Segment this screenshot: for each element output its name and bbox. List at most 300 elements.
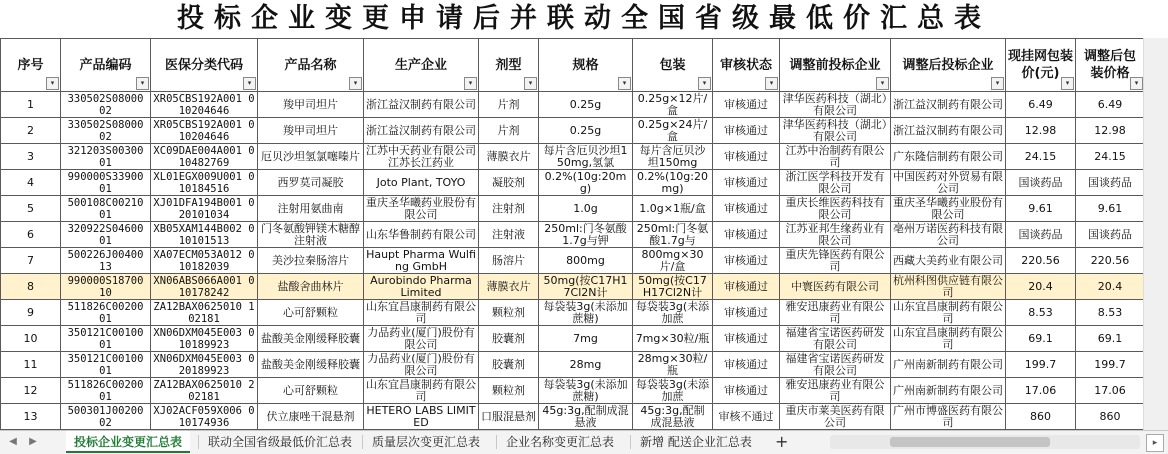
cell-spec[interactable] bbox=[539, 196, 633, 222]
cell-package[interactable] bbox=[633, 352, 713, 378]
cell-index[interactable] bbox=[1, 404, 61, 430]
table-row[interactable] bbox=[1, 118, 1145, 144]
cell-text: 审核通过 bbox=[724, 358, 768, 371]
cell-text: 800mg bbox=[566, 254, 605, 267]
cell-text: 1.0g bbox=[573, 202, 598, 215]
cell-current-price[interactable] bbox=[1006, 92, 1076, 118]
cell-dosage-form[interactable] bbox=[479, 378, 539, 404]
table-row[interactable] bbox=[1, 144, 1145, 170]
cell-spec[interactable] bbox=[539, 222, 633, 248]
cell-text: 注射液 bbox=[492, 228, 525, 241]
cell-review-status[interactable] bbox=[713, 274, 780, 300]
cell-dosage-form[interactable] bbox=[479, 170, 539, 196]
cell-product-name[interactable] bbox=[258, 144, 364, 170]
cell-text: 6.49 bbox=[1097, 98, 1123, 111]
cell-adjusted-price[interactable] bbox=[1076, 300, 1145, 326]
cell-index[interactable] bbox=[1, 222, 61, 248]
cell-review-status[interactable] bbox=[713, 196, 780, 222]
cell-insurance-code[interactable] bbox=[151, 170, 258, 196]
cell-text: 199.7 bbox=[1094, 358, 1126, 371]
cell-manufacturer[interactable] bbox=[364, 92, 479, 118]
cell-review-status[interactable] bbox=[713, 248, 780, 274]
cell-text: 重庆圣华曦药业股份有限公司 bbox=[893, 196, 1003, 221]
cell-product-code[interactable] bbox=[61, 92, 151, 118]
cell-bidder-after[interactable] bbox=[891, 404, 1006, 430]
cell-package[interactable] bbox=[633, 196, 713, 222]
cell-dosage-form[interactable] bbox=[479, 248, 539, 274]
cell-current-price[interactable] bbox=[1006, 118, 1076, 144]
cell-text: 广州南新制药有限公司 bbox=[893, 358, 1003, 371]
sheet-tab[interactable]: 投标企业变更汇总表 bbox=[66, 431, 190, 453]
cell-text: 薄膜衣片 bbox=[486, 280, 531, 293]
table-row[interactable] bbox=[1, 378, 1145, 404]
cell-product-name[interactable] bbox=[258, 248, 364, 274]
cell-text: 心可舒颗粒 bbox=[283, 384, 338, 397]
cell-bidder-after[interactable] bbox=[891, 92, 1006, 118]
cell-bidder-after[interactable] bbox=[891, 300, 1006, 326]
table-row[interactable] bbox=[1, 352, 1145, 378]
cell-text: 山东宜昌康制药有限公司 bbox=[893, 326, 1003, 351]
cell-review-status[interactable] bbox=[713, 222, 780, 248]
cell-dosage-form[interactable] bbox=[479, 326, 539, 352]
cell-text: 45g:3g,配制成混悬液 bbox=[640, 404, 705, 429]
cell-bidder-after[interactable] bbox=[891, 144, 1006, 170]
cell-dosage-form[interactable] bbox=[479, 92, 539, 118]
header-adjusted-price bbox=[1076, 39, 1145, 92]
cell-text: 山东华鲁制药有限公司 bbox=[366, 228, 476, 241]
cell-package[interactable] bbox=[633, 326, 713, 352]
cell-review-status[interactable] bbox=[713, 378, 780, 404]
filter-dropdown-icon[interactable]: ▾ bbox=[243, 77, 256, 90]
cell-bidder-after[interactable] bbox=[891, 196, 1006, 222]
cell-dosage-form[interactable] bbox=[479, 222, 539, 248]
cell-text: 审核通过 bbox=[724, 176, 768, 189]
cell-adjusted-price[interactable] bbox=[1076, 196, 1145, 222]
cell-text: 审核通过 bbox=[724, 98, 768, 111]
cell-manufacturer[interactable] bbox=[364, 352, 479, 378]
cell-insurance-code[interactable] bbox=[151, 222, 258, 248]
cell-text: 250ml:门冬氨酸1.7g与钾 bbox=[544, 222, 627, 247]
filter-dropdown-icon[interactable]: ▾ bbox=[991, 77, 1004, 90]
cell-dosage-form[interactable] bbox=[479, 196, 539, 222]
cell-product-code[interactable] bbox=[61, 326, 151, 352]
cell-spec[interactable] bbox=[539, 326, 633, 352]
cell-text: 45g:3g,配制成混悬液 bbox=[542, 404, 629, 429]
tab-divider bbox=[362, 435, 363, 449]
cell-text: 860 bbox=[1030, 410, 1051, 423]
cell-manufacturer[interactable] bbox=[364, 144, 479, 170]
cell-package[interactable] bbox=[633, 92, 713, 118]
cell-text: 220.56 bbox=[1090, 254, 1130, 267]
cell-index[interactable] bbox=[1, 300, 61, 326]
cell-current-price[interactable] bbox=[1006, 326, 1076, 352]
cell-product-name[interactable] bbox=[258, 222, 364, 248]
cell-text: 门冬氨酸钾镁木糖醇注射液 bbox=[261, 222, 360, 247]
cell-text: 511826C00200 01 bbox=[67, 379, 144, 403]
cell-bidder-before[interactable] bbox=[780, 274, 891, 300]
cell-text: 片剂 bbox=[497, 124, 520, 137]
cell-text: 330502S08000 02 bbox=[67, 119, 144, 143]
cell-manufacturer[interactable] bbox=[364, 274, 479, 300]
cell-text: 片剂 bbox=[497, 98, 520, 111]
cell-bidder-before[interactable] bbox=[780, 248, 891, 274]
header-insurance-code bbox=[151, 39, 258, 92]
cell-current-price[interactable] bbox=[1006, 300, 1076, 326]
cell-text: 中国医药对外贸易有限公司 bbox=[893, 170, 1003, 195]
cell-current-price[interactable] bbox=[1006, 378, 1076, 404]
cell-dosage-form[interactable] bbox=[479, 144, 539, 170]
add-sheet-button[interactable]: + bbox=[775, 432, 789, 451]
table-row[interactable] bbox=[1, 196, 1145, 222]
cell-manufacturer[interactable] bbox=[364, 248, 479, 274]
cell-product-name[interactable] bbox=[258, 378, 364, 404]
cell-product-name[interactable] bbox=[258, 170, 364, 196]
cell-review-status[interactable] bbox=[713, 300, 780, 326]
cell-package[interactable] bbox=[633, 144, 713, 170]
cell-text: XR05CBS192A001 010204646 bbox=[153, 119, 255, 143]
cell-text: 国谈药品 bbox=[1088, 176, 1132, 189]
filter-dropdown-icon[interactable]: ▾ bbox=[524, 77, 537, 90]
cell-text: 250ml:门冬氨酸1.7g与 bbox=[636, 222, 709, 247]
cell-text: 8.53 bbox=[1028, 306, 1053, 319]
cell-product-code[interactable] bbox=[61, 170, 151, 196]
table-row[interactable] bbox=[1, 404, 1145, 430]
table-row[interactable] bbox=[1, 326, 1145, 352]
cell-text: 注射剂 bbox=[492, 202, 525, 215]
sheet-tab[interactable]: 联动全国省级最低价汇总表 bbox=[208, 435, 353, 449]
cell-text: 12.98 bbox=[1024, 124, 1057, 137]
filter-dropdown-icon[interactable]: ▾ bbox=[349, 77, 362, 90]
filter-dropdown-icon[interactable]: ▾ bbox=[136, 77, 149, 90]
cell-product-code[interactable] bbox=[61, 300, 151, 326]
cell-spec[interactable] bbox=[539, 144, 633, 170]
cell-index[interactable] bbox=[1, 92, 61, 118]
cell-product-name[interactable] bbox=[258, 196, 364, 222]
cell-dosage-form[interactable] bbox=[479, 300, 539, 326]
cell-text: 20.4 bbox=[1097, 280, 1123, 293]
cell-bidder-before[interactable] bbox=[780, 144, 891, 170]
cell-current-price[interactable] bbox=[1006, 248, 1076, 274]
cell-text: 500108C00210 01 bbox=[67, 197, 144, 221]
cell-spec[interactable] bbox=[539, 248, 633, 274]
cell-adjusted-price[interactable] bbox=[1076, 274, 1145, 300]
cell-bidder-after[interactable] bbox=[891, 222, 1006, 248]
cell-insurance-code[interactable] bbox=[151, 92, 258, 118]
cell-bidder-after[interactable] bbox=[891, 118, 1006, 144]
cell-text: 350121C00100 01 bbox=[67, 353, 144, 377]
table-row[interactable] bbox=[1, 274, 1145, 300]
cell-bidder-before[interactable] bbox=[780, 326, 891, 352]
cell-text: 17.06 bbox=[1024, 384, 1057, 397]
header-label: 现挂网包装价(元) bbox=[1008, 49, 1074, 81]
cell-product-name[interactable] bbox=[258, 92, 364, 118]
cell-index[interactable] bbox=[1, 378, 61, 404]
spreadsheet-grid[interactable] bbox=[0, 38, 1168, 430]
cell-current-price[interactable] bbox=[1006, 274, 1076, 300]
tab-divider bbox=[198, 435, 199, 449]
cell-text: 审核通过 bbox=[724, 332, 768, 345]
header-current-price bbox=[1006, 39, 1076, 92]
cell-package[interactable] bbox=[633, 118, 713, 144]
filter-dropdown-icon[interactable]: ▾ bbox=[1061, 77, 1074, 90]
cell-manufacturer[interactable] bbox=[364, 118, 479, 144]
filter-dropdown-icon[interactable]: ▾ bbox=[1130, 77, 1143, 90]
cell-insurance-code[interactable] bbox=[151, 352, 258, 378]
cell-text: 审核通过 bbox=[724, 202, 768, 215]
cell-spec[interactable] bbox=[539, 404, 633, 430]
header-label: 包装 bbox=[659, 57, 686, 73]
cell-text: 口服混悬剂 bbox=[481, 410, 536, 423]
cell-text: 10 bbox=[23, 332, 38, 345]
cell-text: 津华医药科技（湖北）有限公司 bbox=[782, 92, 888, 117]
cell-index[interactable] bbox=[1, 196, 61, 222]
cell-text: ZA12BAX0625010 102181 bbox=[153, 301, 255, 325]
cell-package[interactable] bbox=[633, 300, 713, 326]
table-row[interactable] bbox=[1, 92, 1145, 118]
cell-current-price[interactable] bbox=[1006, 222, 1076, 248]
cell-dosage-form[interactable] bbox=[479, 274, 539, 300]
cell-bidder-before[interactable] bbox=[780, 170, 891, 196]
cell-product-code[interactable] bbox=[61, 378, 151, 404]
cell-product-code[interactable] bbox=[61, 222, 151, 248]
cell-product-code[interactable] bbox=[61, 404, 151, 430]
cell-bidder-before[interactable] bbox=[780, 92, 891, 118]
cell-index[interactable] bbox=[1, 248, 61, 274]
header-label: 生产企业 bbox=[394, 57, 447, 73]
cell-text: 力品药业(厦门)股份有限公司 bbox=[367, 352, 475, 377]
tab-next-icon[interactable]: ▶ bbox=[29, 436, 37, 447]
cell-insurance-code[interactable] bbox=[151, 118, 258, 144]
cell-text: 800mg×30片/盒 bbox=[641, 248, 704, 273]
cell-insurance-code[interactable] bbox=[151, 300, 258, 326]
cell-spec[interactable] bbox=[539, 92, 633, 118]
cell-bidder-before[interactable] bbox=[780, 352, 891, 378]
header-index bbox=[1, 39, 61, 92]
table-row[interactable] bbox=[1, 300, 1145, 326]
cell-spec[interactable] bbox=[539, 378, 633, 404]
cell-text: 每袋装3g(未添加蔗 bbox=[635, 378, 710, 403]
cell-insurance-code[interactable] bbox=[151, 326, 258, 352]
cell-review-status[interactable] bbox=[713, 326, 780, 352]
cell-product-code[interactable] bbox=[61, 248, 151, 274]
cell-product-code[interactable] bbox=[61, 144, 151, 170]
cell-text: 0.25g×12片/盒 bbox=[637, 92, 708, 117]
cell-text: 审核不通过 bbox=[718, 410, 774, 423]
cell-insurance-code[interactable] bbox=[151, 404, 258, 430]
cell-text: 6.49 bbox=[1028, 98, 1053, 111]
sheet-tab[interactable]: 新增 配送企业汇总表 bbox=[640, 435, 752, 449]
cell-text: 50mg(按C17H17Cl2N计 bbox=[543, 274, 628, 299]
cell-text: 重庆市莱美医药有限公司 bbox=[785, 404, 885, 429]
filter-dropdown-icon[interactable]: ▾ bbox=[765, 77, 778, 90]
cell-index[interactable] bbox=[1, 118, 61, 144]
cell-package[interactable] bbox=[633, 378, 713, 404]
cell-spec[interactable] bbox=[539, 170, 633, 196]
cell-adjusted-price[interactable] bbox=[1076, 170, 1145, 196]
cell-text: 亳州万诺医药科技有限公司 bbox=[893, 222, 1003, 247]
cell-manufacturer[interactable] bbox=[364, 326, 479, 352]
cell-package[interactable] bbox=[633, 274, 713, 300]
cell-text: XJ02ACF059X006 010174936 bbox=[153, 405, 255, 429]
cell-text: 511826C00200 01 bbox=[67, 301, 144, 325]
cell-manufacturer[interactable] bbox=[364, 196, 479, 222]
filter-dropdown-icon[interactable]: ▾ bbox=[464, 77, 477, 90]
cell-bidder-after[interactable] bbox=[891, 378, 1006, 404]
header-label: 调整后投标企业 bbox=[902, 57, 994, 73]
cell-spec[interactable] bbox=[539, 300, 633, 326]
cell-bidder-before[interactable] bbox=[780, 404, 891, 430]
cell-adjusted-price[interactable] bbox=[1076, 118, 1145, 144]
cell-review-status[interactable] bbox=[713, 404, 780, 430]
cell-text: 羧甲司坦片 bbox=[283, 98, 338, 111]
cell-product-name[interactable] bbox=[258, 326, 364, 352]
table-row[interactable] bbox=[1, 170, 1145, 196]
cell-index[interactable] bbox=[1, 274, 61, 300]
cell-manufacturer[interactable] bbox=[364, 222, 479, 248]
cell-text: 浙江益汉制药有限公司 bbox=[366, 98, 476, 111]
cell-text: 0.2%(10g:20mg) bbox=[544, 170, 627, 195]
cell-adjusted-price[interactable] bbox=[1076, 352, 1145, 378]
cell-insurance-code[interactable] bbox=[151, 248, 258, 274]
filter-dropdown-icon[interactable]: ▾ bbox=[876, 77, 889, 90]
table-row[interactable] bbox=[1, 248, 1145, 274]
cell-review-status[interactable] bbox=[713, 92, 780, 118]
tab-prev-icon[interactable]: ◀ bbox=[9, 436, 17, 447]
cell-manufacturer[interactable] bbox=[364, 378, 479, 404]
cell-text: 国谈药品 bbox=[1088, 228, 1132, 241]
cell-product-code[interactable] bbox=[61, 352, 151, 378]
cell-product-code[interactable] bbox=[61, 274, 151, 300]
cell-dosage-form[interactable] bbox=[479, 352, 539, 378]
cell-text: 每片含厄贝沙坦150mg bbox=[639, 144, 706, 169]
cell-bidder-before[interactable] bbox=[780, 222, 891, 248]
cell-text: 胶囊剂 bbox=[492, 358, 525, 371]
cell-product-code[interactable] bbox=[61, 196, 151, 222]
cell-package[interactable] bbox=[633, 404, 713, 430]
sheet-tab[interactable]: 质量层次变更汇总表 bbox=[372, 435, 481, 449]
cell-current-price[interactable] bbox=[1006, 170, 1076, 196]
scrollbar-thumb[interactable] bbox=[890, 437, 1050, 447]
filter-dropdown-icon[interactable]: ▾ bbox=[46, 77, 59, 90]
cell-adjusted-price[interactable] bbox=[1076, 248, 1145, 274]
cell-package[interactable] bbox=[633, 248, 713, 274]
cell-spec[interactable] bbox=[539, 118, 633, 144]
cell-insurance-code[interactable] bbox=[151, 144, 258, 170]
cell-text: 320922S04600 01 bbox=[67, 223, 144, 247]
table-row[interactable] bbox=[1, 222, 1145, 248]
cell-bidder-after[interactable] bbox=[891, 170, 1006, 196]
cell-text: XR05CBS192A001 010204646 bbox=[153, 93, 255, 117]
cell-text: 福建省宝诺医药研发有限公司 bbox=[785, 326, 885, 351]
cell-text: 321203S00300 01 bbox=[67, 145, 144, 169]
cell-text: 500226J00400 13 bbox=[67, 249, 144, 273]
filter-dropdown-icon[interactable]: ▾ bbox=[618, 77, 631, 90]
cell-dosage-form[interactable] bbox=[479, 118, 539, 144]
cell-text: 3 bbox=[27, 150, 34, 163]
tab-divider bbox=[630, 435, 631, 449]
cell-review-status[interactable] bbox=[713, 170, 780, 196]
header-label: 剂型 bbox=[495, 57, 522, 73]
horizontal-scrollbar[interactable] bbox=[830, 435, 1140, 449]
cell-adjusted-price[interactable] bbox=[1076, 144, 1145, 170]
cell-insurance-code[interactable] bbox=[151, 196, 258, 222]
cell-adjusted-price[interactable] bbox=[1076, 326, 1145, 352]
vertical-scrollbar[interactable] bbox=[1143, 38, 1168, 430]
cell-adjusted-price[interactable] bbox=[1076, 92, 1145, 118]
cell-current-price[interactable] bbox=[1006, 404, 1076, 430]
cell-text: 力品药业(厦门)股份有限公司 bbox=[367, 326, 475, 351]
cell-bidder-after[interactable] bbox=[891, 248, 1006, 274]
cell-spec[interactable] bbox=[539, 274, 633, 300]
cell-manufacturer[interactable] bbox=[364, 404, 479, 430]
scroll-right-icon[interactable]: ▸ bbox=[1146, 434, 1164, 452]
cell-text: 0.25g bbox=[569, 124, 602, 137]
cell-insurance-code[interactable] bbox=[151, 378, 258, 404]
cell-review-status[interactable] bbox=[713, 352, 780, 378]
cell-product-name[interactable] bbox=[258, 352, 364, 378]
cell-bidder-after[interactable] bbox=[891, 326, 1006, 352]
cell-index[interactable] bbox=[1, 326, 61, 352]
cell-current-price[interactable] bbox=[1006, 196, 1076, 222]
cell-text: 990000S18700 10 bbox=[67, 275, 144, 299]
cell-manufacturer[interactable] bbox=[364, 170, 479, 196]
cell-text: 重庆圣华曦药业股份有限公司 bbox=[366, 196, 476, 221]
cell-product-name[interactable] bbox=[258, 274, 364, 300]
cell-review-status[interactable] bbox=[713, 118, 780, 144]
cell-product-name[interactable] bbox=[258, 300, 364, 326]
cell-product-code[interactable] bbox=[61, 118, 151, 144]
cell-bidder-after[interactable] bbox=[891, 274, 1006, 300]
data-table bbox=[0, 38, 1145, 430]
cell-index[interactable] bbox=[1, 170, 61, 196]
cell-insurance-code[interactable] bbox=[151, 274, 258, 300]
header-label: 产品编码 bbox=[79, 57, 132, 73]
cell-text: 雅安迅康药业有限公司 bbox=[785, 378, 885, 403]
cell-package[interactable] bbox=[633, 170, 713, 196]
cell-text: 伏立康唑干混悬剂 bbox=[266, 410, 355, 423]
cell-index[interactable] bbox=[1, 352, 61, 378]
cell-product-name[interactable] bbox=[258, 118, 364, 144]
header-bidder-before bbox=[780, 39, 891, 92]
cell-index[interactable] bbox=[1, 144, 61, 170]
filter-dropdown-icon[interactable]: ▾ bbox=[698, 77, 711, 90]
cell-manufacturer[interactable] bbox=[364, 300, 479, 326]
cell-package[interactable] bbox=[633, 222, 713, 248]
cell-text: 江苏中治制药有限公司 bbox=[785, 144, 885, 169]
cell-bidder-before[interactable] bbox=[780, 196, 891, 222]
cell-adjusted-price[interactable] bbox=[1076, 222, 1145, 248]
cell-adjusted-price[interactable] bbox=[1076, 378, 1145, 404]
cell-text: 50mg(按C17H17Cl2N计 bbox=[638, 274, 707, 299]
cell-text: 审核通过 bbox=[724, 384, 768, 397]
cell-bidder-after[interactable] bbox=[891, 352, 1006, 378]
header-product-code bbox=[61, 39, 151, 92]
cell-current-price[interactable] bbox=[1006, 144, 1076, 170]
sheet-tab[interactable]: 企业名称变更汇总表 bbox=[506, 435, 615, 449]
cell-product-name[interactable] bbox=[258, 404, 364, 430]
cell-spec[interactable] bbox=[539, 352, 633, 378]
cell-dosage-form[interactable] bbox=[479, 404, 539, 430]
cell-text: 薄膜衣片 bbox=[486, 150, 531, 163]
cell-bidder-before[interactable] bbox=[780, 118, 891, 144]
cell-review-status[interactable] bbox=[713, 144, 780, 170]
cell-adjusted-price[interactable] bbox=[1076, 404, 1145, 430]
cell-bidder-before[interactable] bbox=[780, 300, 891, 326]
cell-bidder-before[interactable] bbox=[780, 378, 891, 404]
cell-text: 中寰医药有限公司 bbox=[791, 280, 879, 293]
cell-text: XN06DXM045E003 010189923 bbox=[153, 327, 255, 351]
cell-current-price[interactable] bbox=[1006, 352, 1076, 378]
